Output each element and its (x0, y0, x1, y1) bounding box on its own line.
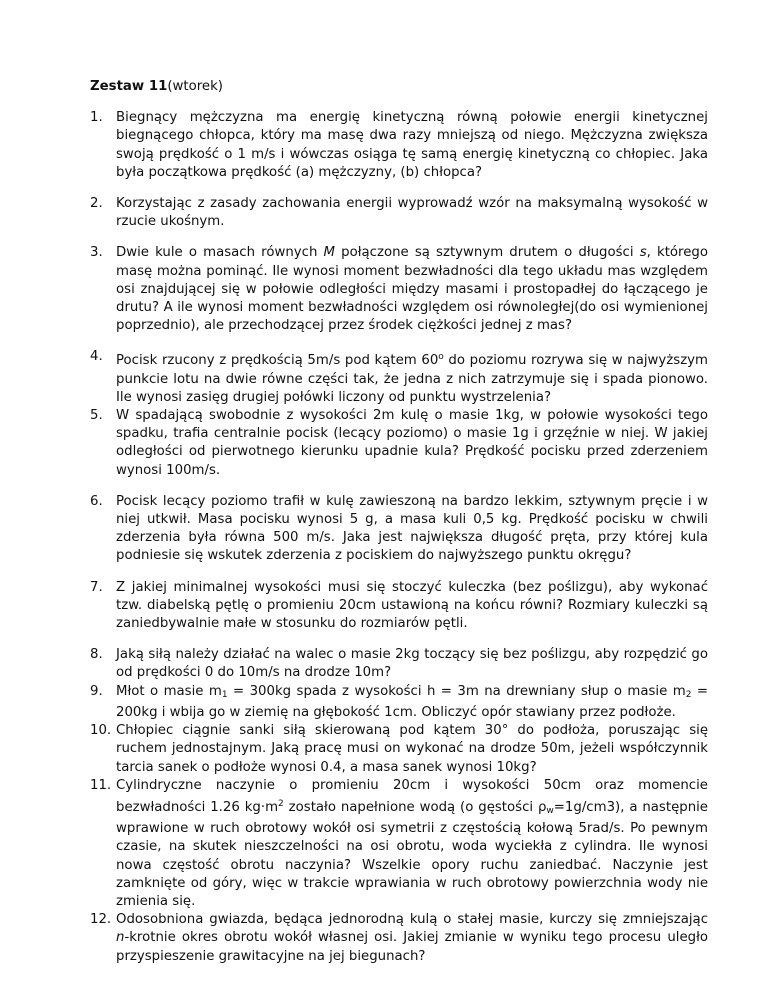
set-heading (90, 78, 708, 96)
variable-n: n (116, 930, 125, 946)
problem-number: 10. (90, 723, 112, 739)
problem-number: 3. (90, 245, 103, 261)
degree-symbol: o (438, 352, 444, 363)
problem-number: 8. (90, 647, 103, 663)
problem-text: Z jakiej minimalnej wysokości musi się stoczyć kuleczka (bez poślizgu), aby wykonać tzw. diabelską pętlę o promieniu 20cm ustawioną na końcu równi? Rozmiary kuleczki są zaniedbywalnie małe w stosunku do rozmiarów pętli. (116, 579, 708, 632)
problem-text: Biegnący mężczyzna ma energię kinetyczną równą połowie energii kinetycznej biegnącego chłopca, który ma masę dwa razy mniejszą od niego. Mężczyzna zwiększa swoją prędkość o 1 m/s i wówczas osiąga tę samą energię kinetyczną co chłopiec. Jaka była początkowa prędkość (a) mężczyzny, (b) chłopca? (116, 110, 708, 180)
problem-text: Korzystając z zasady zachowania energii wyprowadź wzór na maksymalną wysokość w rzucie ukośnym. (116, 196, 708, 230)
problem-text: Pocisk lecący poziomo trafił w kulę zawieszoną na bardzo lekkim, sztywnym pręcie i w niej utkwił. Masa pocisku wynosi 5 g, a masa kuli 0,5 kg. Prędkość pocisku w chwili zderzenia była równa 500 m/s. Jaka jest największa długość pręta, przy której kula podniesie się wskutek zderzenia z pociskiem do najwyższego punktu okręgu? (116, 493, 708, 564)
problem-4 (90, 348, 708, 407)
problem-text-c: =1g/cm3), a następnie wprawione w ruch obrotowy wokół osi symetrii z częstością kołową 5rad/s. Po pewnym czasie, na skutek nieszczelności na osi obrotu, woda wyciekła z cylindra. Ile wynosi nowa częstość obrotu naczynia? Wszelkie opory ruchu zaniedbać. Naczynie jest zamknięte od góry, więc w trakcie wprawiania w ruch obrotowy powierzchnia wody nie zmienia się. (116, 799, 708, 909)
problem-text-c: , którego masę można pominąć. Ile wynosi moment bezwładności dla tego układu mas względem osi znajdującej się w połowie odległości między masami i prostopadłej do łączącego je drutu? A ile wynosi moment bezwładności względem osi równoległej(do osi wymienionej poprzednio), ale przechodzącej przez środek ciężkości jednej z mas? (116, 245, 708, 334)
problem-number: 7. (90, 579, 103, 595)
problem-text-a: Odosobniona gwiazda, będąca jednorodną kulą o stałej masie, kurczy się zmniejszając (116, 912, 708, 928)
problem-2 (90, 195, 708, 231)
problem-number: 6. (90, 493, 103, 509)
problem-text-b: do poziomu rozrywa się w najwyższym punkcie lotu na dwie równe części tak, że jedna z nich zatrzymuje się i spada pionowo. Ile wynosi zasięg drugiej połówki liczony od punktu wystrzelenia? (116, 353, 708, 405)
problem-number: 11. (90, 777, 112, 793)
variable-s: s (639, 245, 647, 261)
problem-8 (90, 646, 708, 682)
problem-number: 5. (90, 408, 103, 424)
problem-text-c: = 200kg i wbija go w ziemię na głębokość 1cm. Obliczyć opór stawiany przez podłoże. (116, 683, 708, 720)
subscript-2: 2 (685, 689, 692, 700)
variable-m: M (323, 245, 336, 261)
problem-text: Jaką siłą należy działać na walec o masie 2kg toczący się bez poślizgu, aby rozpędzić go od prędkości 0 do 10m/s na drodze 10m? (116, 647, 708, 681)
problem-number: 9. (90, 683, 103, 699)
problem-text-b: zostało napełnione wodą (o gęstości ρ (283, 799, 547, 815)
problem-list (90, 109, 708, 966)
problem-5 (90, 407, 708, 480)
subscript-w: w (546, 805, 554, 816)
problem-text: Chłopiec ciągnie sanki siłą skierowaną pod kątem 30° do podłoża, poruszając się ruchem jednostajnym. Jaką pracę musi on wykonać na drodze 50m, jeżeli współczynnik tarcia sanek o podłoże wynosi 0.4, a masa sanek wynosi 10kg? (116, 723, 708, 775)
problem-text-a: Dwie kule o masach równych (116, 245, 324, 261)
problem-7 (90, 579, 708, 634)
problem-number: 2. (90, 196, 103, 212)
problem-9 (90, 683, 708, 722)
problem-text-b: -krotnie okres obrotu wokół własnej osi. Jakiej zmianie w wyniku tego procesu uległo przyspieszenie grawitacyjne na jej biegunach? (116, 930, 708, 964)
problem-10 (90, 722, 708, 777)
problem-11 (90, 777, 708, 911)
problem-text-b: = 300kg spada z wysokości h = 3m na drewniany słup o masie m (227, 683, 686, 699)
problem-6 (90, 493, 708, 566)
problem-number: 12. (90, 912, 112, 928)
problem-text-a: Cylindryczne naczynie o promieniu 20cm i wysokości 50cm oraz momencie bezwładności 1.26 kg·m (116, 777, 708, 815)
set-note: (wtorek) (167, 79, 223, 94)
superscript-2: 2 (278, 798, 284, 809)
problem-text-a: Młot o masie m (116, 683, 222, 699)
problem-text-b: połączone są sztywnym drutem o długości (335, 245, 640, 261)
problem-number: 1. (90, 110, 103, 126)
problem-number: 4. (90, 349, 103, 365)
problem-1 (90, 109, 708, 182)
problem-text: W spadającą swobodnie z wysokości 2m kulę o masie 1kg, w połowie wysokości tego spadku, trafia centralnie pocisk (lecący poziomo) o masie 1g i grzęźnie w niej. W jakiej odległości od pierwotnego kierunku upadnie kula? Prędkość pocisku przed zderzeniem wynosi 100m/s. (116, 408, 708, 478)
problem-text-a: Pocisk rzucony z prędkością 5m/s pod kątem 60 (116, 353, 439, 369)
set-title: Zestaw 11 (90, 79, 168, 94)
problem-12 (90, 911, 708, 966)
problem-3 (90, 244, 708, 335)
subscript-1: 1 (221, 689, 228, 700)
